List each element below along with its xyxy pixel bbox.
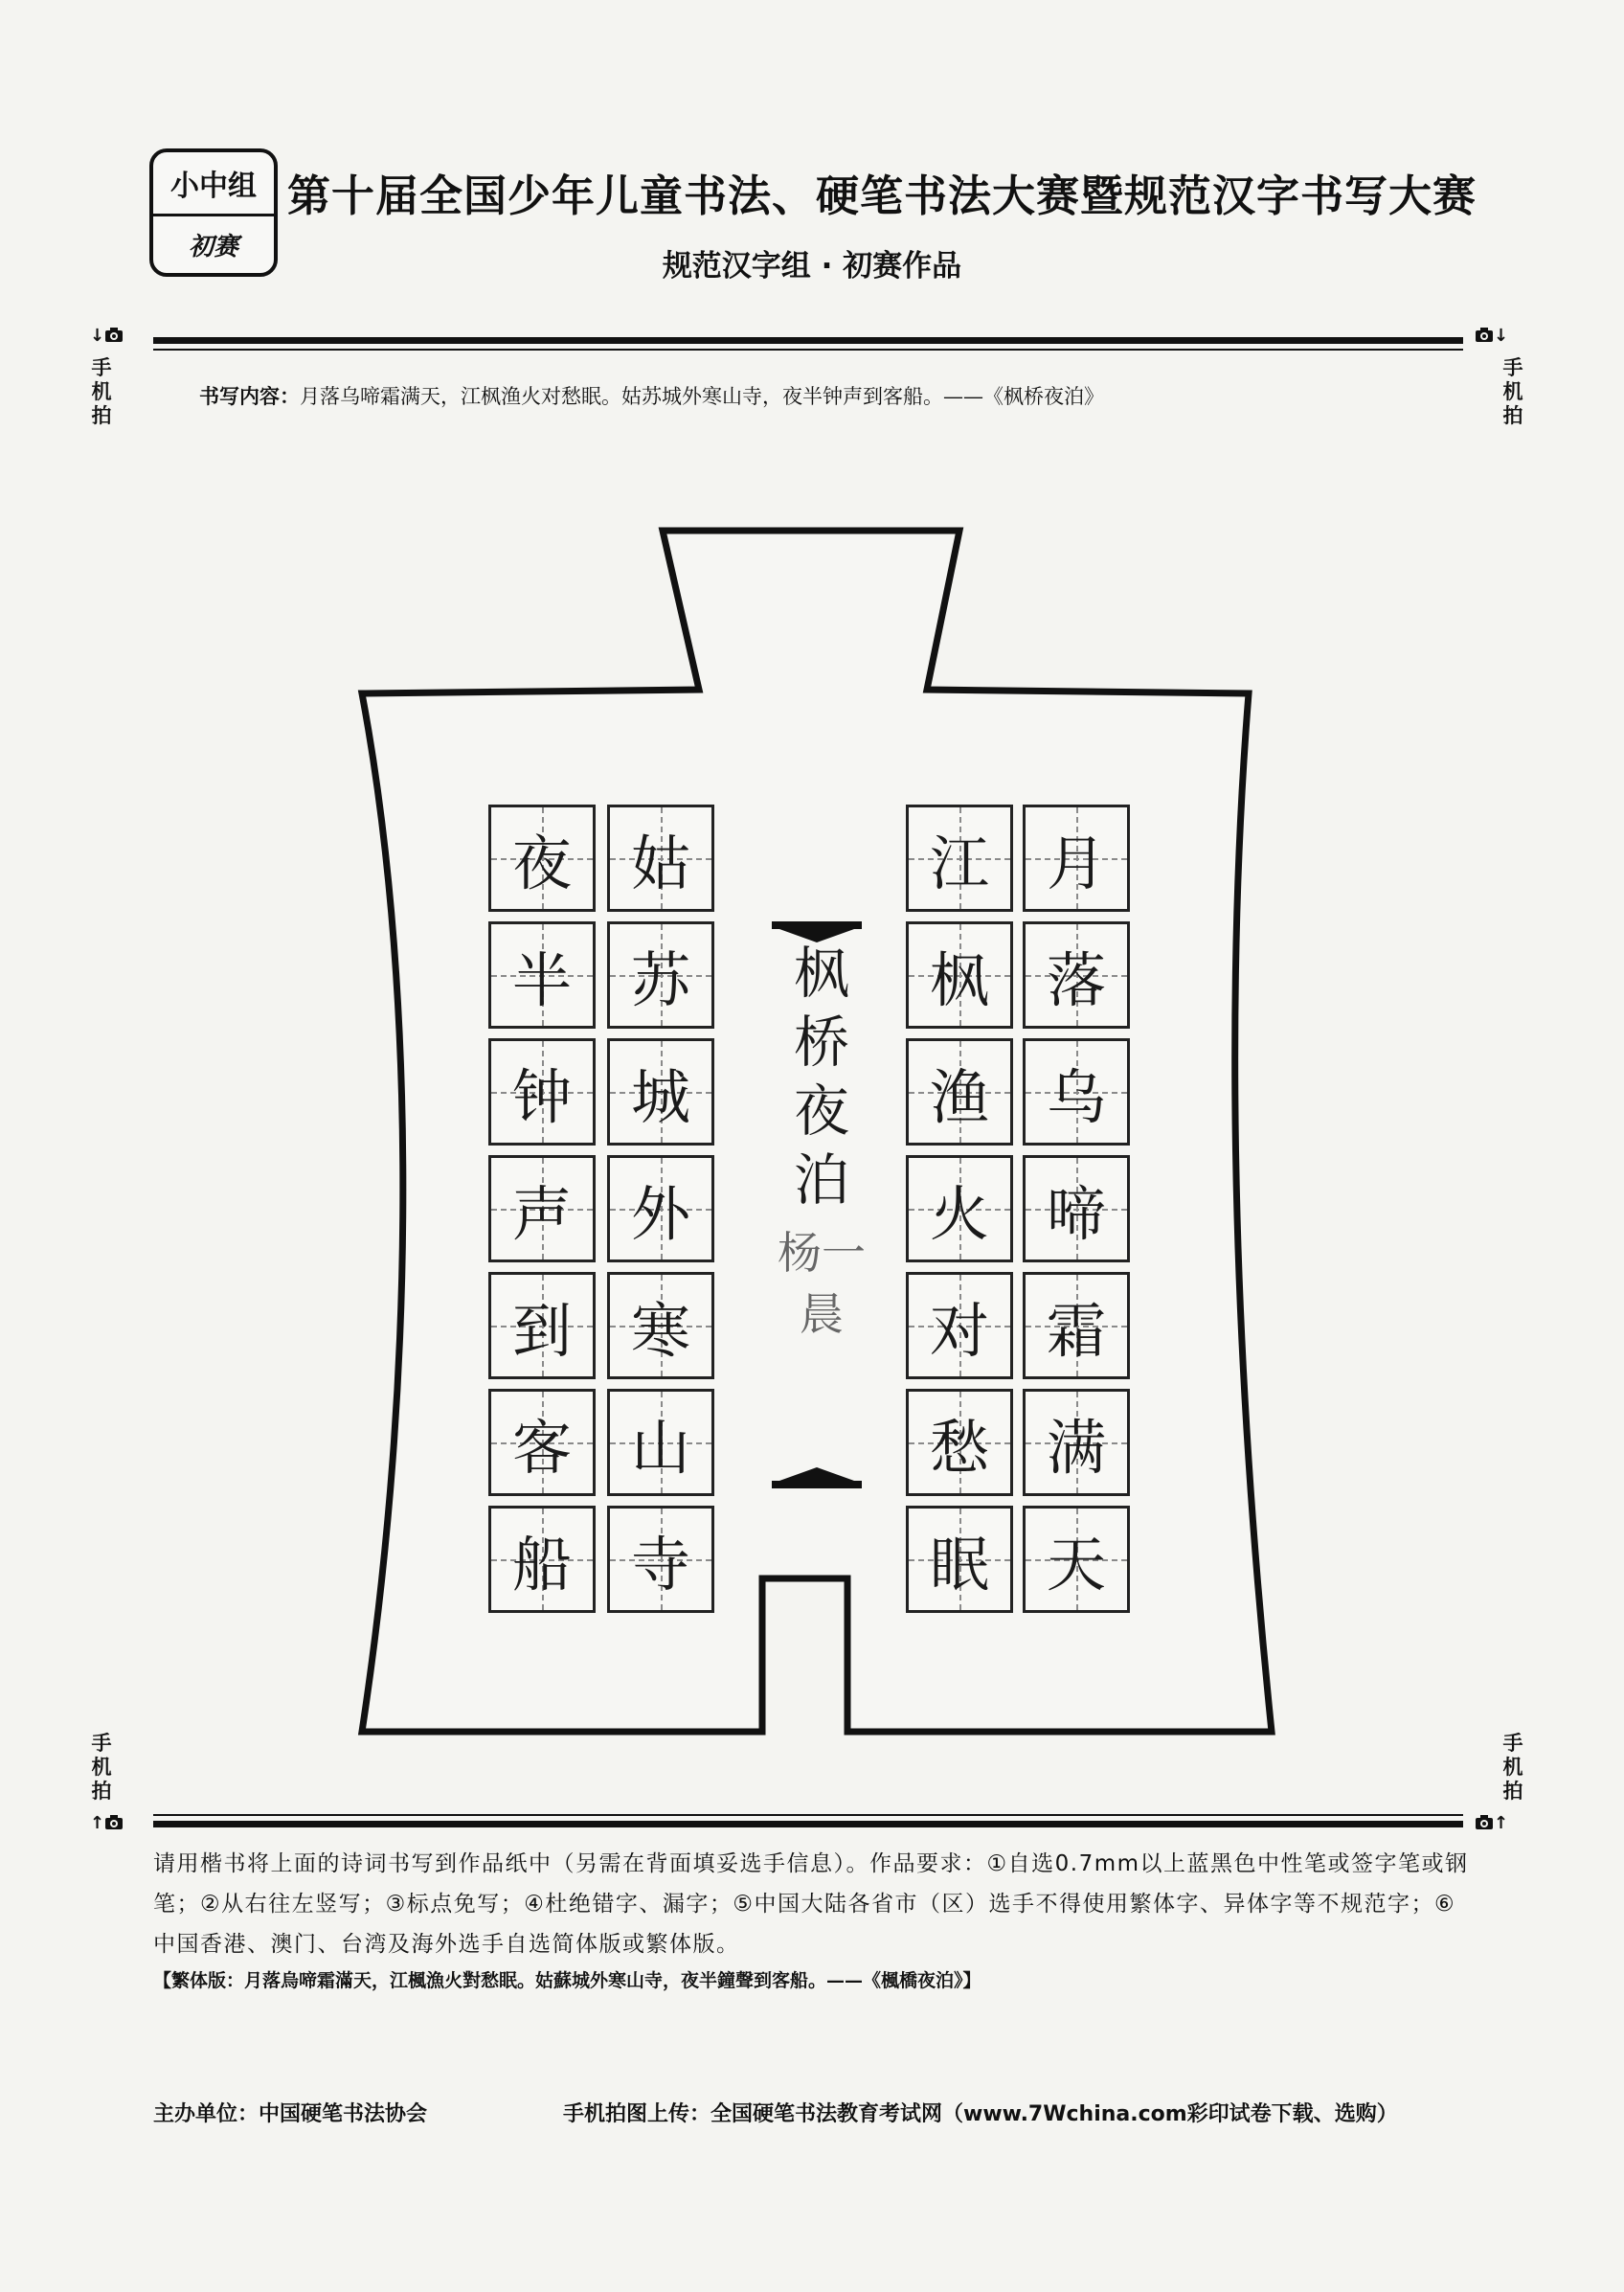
- handwritten-character: 姑: [630, 828, 690, 898]
- grid-cell: [607, 1038, 714, 1146]
- title-character: 桥: [793, 1010, 849, 1075]
- grid-cell: [906, 1038, 1013, 1146]
- handwritten-character: 夜: [511, 828, 572, 898]
- grid-cell: [906, 1272, 1013, 1379]
- title-character: 泊: [793, 1147, 849, 1213]
- grid-cell: [906, 1389, 1013, 1496]
- phone-label-right: 手机拍: [1502, 356, 1523, 427]
- competition-subtitle: 规范汉字组 · 初赛作品: [662, 249, 962, 284]
- grid-cell: [1023, 1389, 1130, 1496]
- title-character: 枫: [793, 941, 849, 1006]
- handwritten-character: 乌: [1046, 1061, 1106, 1132]
- handwritten-character: 江: [929, 828, 989, 898]
- bottom-rule-thin: [153, 1814, 1463, 1816]
- handwritten-character: 愁: [929, 1412, 989, 1483]
- grid-cell: [488, 921, 596, 1029]
- grid-cell: [607, 1389, 714, 1496]
- handwritten-character: 到: [511, 1295, 572, 1366]
- handwritten-character: 眠: [929, 1529, 989, 1600]
- grid-cell: [906, 921, 1013, 1029]
- grid-cell: [906, 1155, 1013, 1262]
- grid-cell: [1023, 805, 1130, 912]
- camera-icon: [1475, 1815, 1494, 1830]
- phone-label-left: 手机拍: [91, 356, 112, 427]
- poem-title-column: [774, 939, 869, 1345]
- phone-label-right-bottom: 手机拍: [1502, 1732, 1523, 1803]
- arrow-down-icon: ↓: [90, 326, 105, 346]
- handwritten-character: 霜: [1046, 1295, 1106, 1366]
- handwritten-character: 客: [511, 1412, 572, 1483]
- phone-label-left-bottom: 手机拍: [91, 1732, 112, 1803]
- grid-cell: [1023, 1038, 1130, 1146]
- grid-cell: [607, 1272, 714, 1379]
- handwritten-character: 外: [630, 1178, 690, 1249]
- traditional-version: 【繁体版：月落烏啼霜滿天，江楓漁火對愁眠。姑蘇城外寒山寺，夜半鐘聲到客船。——《楓橋夜泊》】: [153, 1970, 981, 1991]
- handwritten-character: 山: [630, 1412, 690, 1483]
- corner-marker-bl: [90, 1813, 124, 1833]
- bottom-rule-thick: [153, 1821, 1463, 1827]
- handwritten-character: 寒: [630, 1295, 690, 1366]
- grid-cell: [607, 921, 714, 1029]
- writing-content-text: 月落乌啼霜满天，江枫渔火对愁眠。姑苏城外寒山寺，夜半钟声到客船。——《枫桥夜泊》: [300, 385, 1104, 408]
- corner-marker-br: [1475, 1813, 1508, 1833]
- grid-cell: [1023, 1272, 1130, 1379]
- handwritten-character: 啼: [1046, 1178, 1106, 1249]
- handwritten-character: 钟: [511, 1061, 572, 1132]
- grid-cell: [488, 805, 596, 912]
- grid-cell: [488, 1272, 596, 1379]
- title-bracket-top: [772, 921, 862, 941]
- handwritten-character: 船: [511, 1529, 572, 1600]
- grid-cell: [488, 1038, 596, 1146]
- handwritten-character: 苏: [630, 944, 690, 1015]
- grid-cell: [607, 805, 714, 912]
- arrow-up-icon: ↑: [1494, 1813, 1509, 1833]
- grid-cell: [607, 1506, 714, 1613]
- title-character: 夜: [793, 1078, 849, 1144]
- grid-cell: [488, 1506, 596, 1613]
- handwritten-character: 满: [1046, 1412, 1106, 1483]
- arrow-down-icon: ↓: [1494, 326, 1509, 346]
- signature: 杨一晨: [778, 1227, 866, 1340]
- handwritten-character: 半: [511, 944, 572, 1015]
- grid-cell: [906, 1506, 1013, 1613]
- grid-cell: [906, 805, 1013, 912]
- badge-stage: 初赛: [188, 232, 238, 261]
- instructions-text: 请用楷书将上面的诗词书写到作品纸中（另需在背面填妥选手信息）。作品要求：①自选0.7mm以上蓝黑色中性笔或签字笔或钢笔；②从右往左竖写；③标点免写；④杜绝错字、漏字；⑤中国大陆各省市（区）选手不得使用繁体字、异体字等不规范字；⑥中国香港、澳门、台湾及海外选手自选简体版或繁体版。: [153, 1851, 1469, 1957]
- grid-cell: [607, 1155, 714, 1262]
- handwritten-character: 天: [1046, 1529, 1106, 1600]
- competition-title: 第十届全国少年儿童书法、硬笔书法大赛暨规范汉字书写大赛: [287, 170, 1477, 221]
- arrow-up-icon: ↑: [90, 1813, 105, 1833]
- badge-group: 小中组: [153, 152, 274, 216]
- handwritten-character: 城: [630, 1061, 690, 1132]
- handwritten-character: 火: [929, 1178, 989, 1249]
- handwritten-character: 对: [929, 1295, 989, 1366]
- grid-cell: [1023, 1155, 1130, 1262]
- grid-cell: [488, 1389, 596, 1496]
- handwritten-character: 枫: [929, 944, 989, 1015]
- handwritten-character: 月: [1046, 828, 1106, 898]
- handwritten-character: 声: [511, 1178, 572, 1249]
- handwritten-character: 落: [1046, 944, 1106, 1015]
- handwritten-character: 渔: [929, 1061, 989, 1132]
- camera-icon: [104, 1815, 124, 1830]
- handwritten-character: 寺: [630, 1529, 690, 1600]
- writing-content-label: 书写内容：: [199, 385, 300, 408]
- title-bracket-bottom: [772, 1467, 862, 1496]
- grid-cell: [488, 1155, 596, 1262]
- footer-upload: 手机拍图上传：全国硬笔书法教育考试网（www.7Wchina.com彩印试卷下载、选购）: [563, 2102, 1398, 2126]
- grid-cell: [1023, 921, 1130, 1029]
- grid-cell: [1023, 1506, 1130, 1613]
- footer-organizer: 主办单位：中国硬笔书法协会: [153, 2102, 428, 2126]
